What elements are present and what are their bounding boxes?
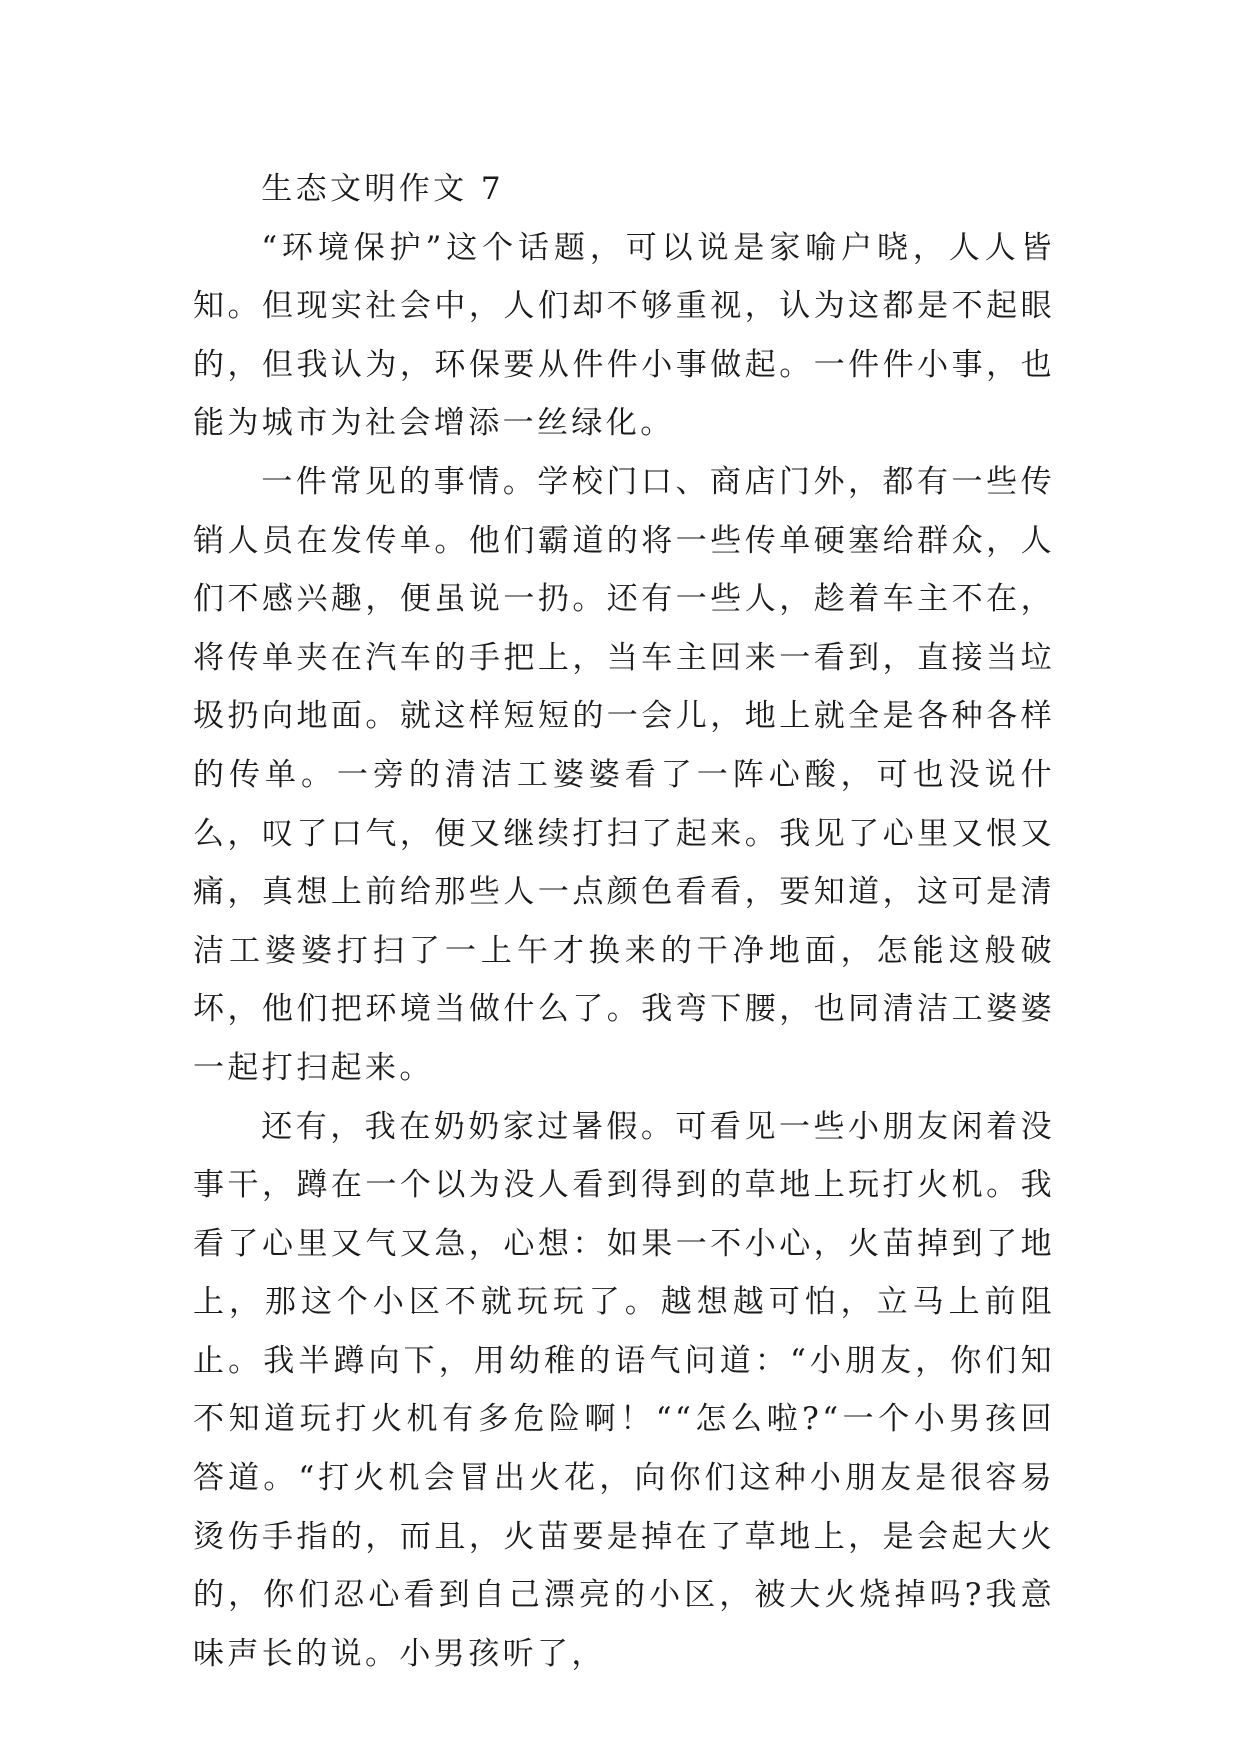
document-body (193, 160, 1055, 1683)
paragraph-3: 还有，我在奶奶家过暑假。可看见一些小朋友闲着没事干，蹲在一个以为没人看到得到的草地上玩打火机。我看了心里又气又急，心想：如果一不小心，火苗掉到了地上，那这个小区不就玩玩了。越想越可怕，立马上前阻止。我半蹲向下，用幼稚的语气问道：“小朋友，你们知不知道玩打火机有多危险啊！““怎么啦?“一个小男孩回答道。“打火机会冒出火花，向你们这种小朋友是很容易烫伤手指的，而且，火苗要是掉在了草地上，是会起大火的，你们忍心看到自己漂亮的小区，被大火烧掉吗?我意味声长的说。小男孩听了， (193, 1108, 1055, 1672)
paragraph-2: 一件常见的事情。学校门口、商店门外，都有一些传销人员在发传单。他们霸道的将一些传单硬塞给群众，人们不感兴趣，便虽说一扔。还有一些人，趁着车主不在，将传单夹在汽车的手把上，当车主回来一看到，直接当垃圾扔向地面。就这样短短的一会儿，地上就全是各种各样的传单。一旁的清洁工婆婆看了一阵心酸，可也没说什么，叹了口气，便又继续打扫了起来。我见了心里又恨又痛，真想上前给那些人一点颜色看看，要知道，这可是清洁工婆婆打扫了一上午才换来的干净地面，怎能这般破坏，他们把环境当做什么了。我弯下腰，也同清洁工婆婆一起打扫起来。 (193, 463, 1055, 1086)
document-title: 生态文明作文 7 (261, 171, 504, 207)
paragraph-1: “环境保护”这个话题，可以说是家喻户晓，人人皆知。但现实社会中，人们却不够重视，认为这都是不起眼的，但我认为，环保要从件件小事做起。一件件小事，也能为城市为社会增添一丝绿化。 (193, 229, 1055, 442)
